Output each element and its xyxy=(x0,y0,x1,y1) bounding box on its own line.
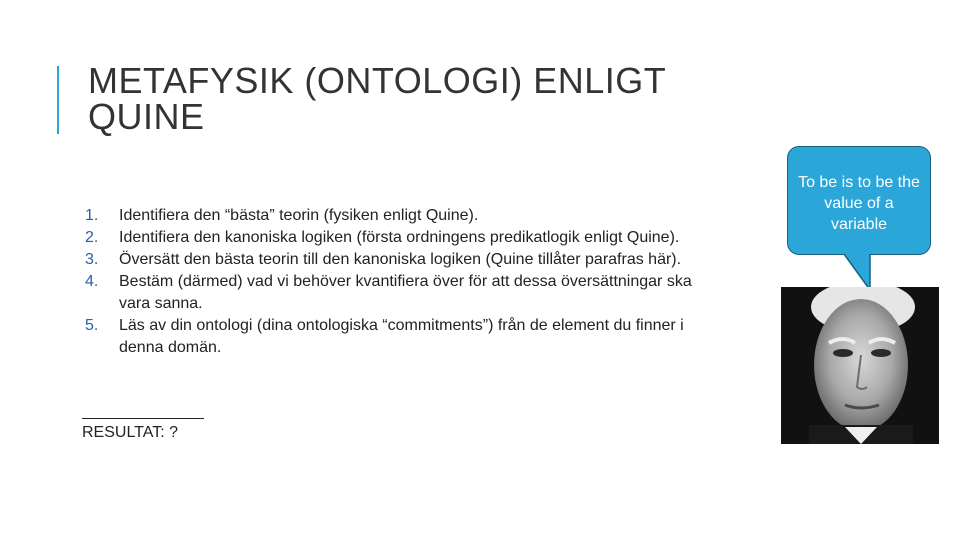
item-text: Översätt den bästa teorin till den kanoniska logiken (Quine tillåter parafras här). xyxy=(119,251,682,268)
list-item xyxy=(82,227,722,249)
steps-list xyxy=(82,205,722,359)
list-item xyxy=(82,271,722,315)
title-accent-bar xyxy=(57,66,59,134)
list-item xyxy=(82,205,722,227)
item-number: 3. xyxy=(85,251,99,268)
item-text: Identifiera den kanoniska logiken (första ordningens predikatlogik enligt Quine). xyxy=(119,229,680,246)
item-number: 1. xyxy=(85,207,99,224)
result-divider xyxy=(82,418,204,419)
speech-bubble xyxy=(787,146,931,255)
speech-bubble-tail xyxy=(843,254,871,290)
result-text: RESULTAT: ? xyxy=(82,424,179,441)
item-text: Identifiera den “bästa” teorin (fysiken enligt Quine). xyxy=(119,207,479,224)
portrait-photo xyxy=(781,287,939,444)
slide-title: METAFYSIK (ONTOLOGI) ENLIGT QUINE xyxy=(88,60,666,137)
item-number: 4. xyxy=(85,273,99,290)
item-number: 2. xyxy=(85,229,99,246)
list-item xyxy=(82,249,722,271)
item-text: Bestäm (därmed) vad vi behöver kvantifiera över för att dessa översättningar ska vara sanna. xyxy=(119,273,692,312)
item-text: Läs av din ontologi (dina ontologiska “commitments”) från de element du finner i denna domän. xyxy=(119,317,684,356)
list-item xyxy=(82,315,722,359)
item-number: 5. xyxy=(85,317,99,334)
quote-text: To be is to be the value of a variable xyxy=(798,174,920,233)
